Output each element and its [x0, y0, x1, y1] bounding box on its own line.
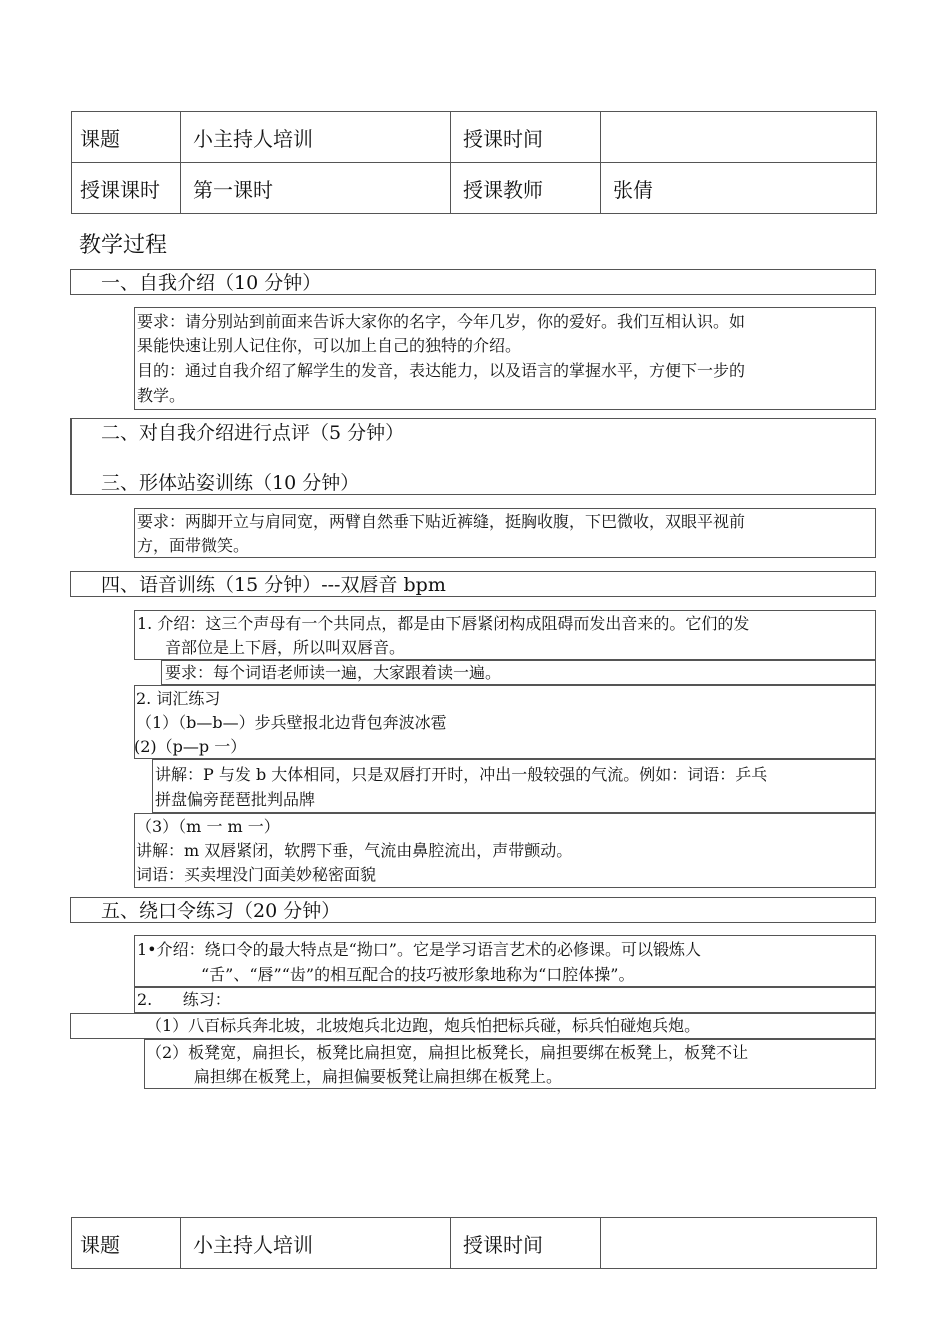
- section-4-m-line: （3）（m 一 m 一）: [136, 817, 280, 836]
- process-title: 教学过程: [79, 233, 168, 258]
- label-teacher: 授课教师: [451, 163, 601, 214]
- section-4-p-explain-line: 拼盘偏旁琵琶批判品牌: [155, 790, 316, 809]
- section-4-p-explain-line: 讲解：P 与发 b 大体相同，只是双唇打开时，冲出一般较强的气流。例如：词语：乒乓: [155, 765, 768, 784]
- section-3-line: 方，面带微笑。: [137, 536, 250, 555]
- section-4-req: 要求：每个词语老师读一遍，大家跟着读一遍。: [165, 663, 502, 682]
- section-4-m-line: 词语：买卖埋没门面美妙秘密面貌: [136, 865, 377, 884]
- section-5-twister-2-line: 扁担绑在板凳上，扁担偏要板凳让扁担绑在板凳上。: [194, 1067, 563, 1086]
- section-1-line: 目的：通过自我介绍了解学生的发音，表达能力，以及语言的掌握水平，方便下一步的: [137, 361, 746, 380]
- time-value: [601, 1218, 877, 1269]
- teacher-value: 张倩: [601, 163, 877, 214]
- lesson-footer-table: [71, 1217, 877, 1269]
- section-5-intro-line: 1•介绍：绕口令的最大特点是“拗口”。它是学习语言艺术的必修课。可以锻炼人: [137, 940, 701, 959]
- section-5-twister-2-line: （2）板凳宽，扁担长，板凳比扁担宽，扁担比板凳长，扁担要绑在板凳上，板凳不让: [146, 1043, 749, 1062]
- section-3-title: 三、形体站姿训练（10 分钟）: [101, 472, 360, 494]
- label-period: 授课课时: [72, 163, 181, 214]
- section-3-line: 要求：两脚开立与肩同宽，两臂自然垂下贴近裤缝，挺胸收腹，下巴微收，双眼平视前: [137, 512, 746, 531]
- topic-value: 小主持人培训: [181, 1218, 451, 1269]
- section-4-intro-line: 音部位是上下唇，所以叫双唇音。: [165, 638, 406, 657]
- topic-value: 小主持人培训: [181, 112, 451, 163]
- section-4-vocab-line: （1）（b—b—）步兵壁报北边背包奔波冰雹: [136, 713, 447, 732]
- section-1-line: 果能快速让别人记住你，可以加上自己的独特的介绍。: [137, 336, 522, 355]
- label-time: 授课时间: [451, 1218, 601, 1269]
- lesson-header-table: [71, 111, 877, 214]
- table-row: [72, 163, 877, 214]
- label-time: 授课时间: [451, 112, 601, 163]
- section-4-title: 四、语音训练（15 分钟）---双唇音 bpm: [101, 574, 446, 596]
- section-1-line: 教学。: [137, 386, 186, 405]
- section-4-vocab-line: (2)（p—p 一）: [134, 737, 247, 756]
- section-1-title: 一、自我介绍（10 分钟）: [101, 272, 322, 294]
- section-5-title: 五、绕口令练习（20 分钟）: [101, 900, 341, 922]
- section-1-line: 要求：请分别站到前面来告诉大家你的名字，今年几岁，你的爱好。我们互相认识。如: [137, 312, 746, 331]
- section-5-twister-1: （1）八百标兵奔北坡，北坡炮兵北边跑，炮兵怕把标兵碰，标兵怕碰炮兵炮。: [146, 1016, 701, 1035]
- section-2-title: 二、对自我介绍进行点评（5 分钟）: [101, 422, 405, 444]
- section-4-m-line: 讲解：m 双唇紧闭，软腭下垂，气流由鼻腔流出，声带颤动。: [136, 841, 573, 860]
- section-4-intro-line: 1. 介绍：这三个声母有一个共同点，都是由下唇紧闭构成阻碍而发出音来的。它们的发: [137, 614, 750, 633]
- section-5-practice-box: [134, 987, 876, 1013]
- table-row: [72, 112, 877, 163]
- label-topic: 课题: [72, 112, 181, 163]
- period-value: 第一课时: [181, 163, 451, 214]
- label-topic: 课题: [72, 1218, 181, 1269]
- section-5-intro-line: “舌”、“唇”“齿”的相互配合的技巧被形象地称为“口腔体操”。: [201, 965, 635, 984]
- table-row: [72, 1218, 877, 1269]
- section-5-practice: 2. 练习：: [137, 990, 231, 1009]
- section-4-vocab-line: 2. 词汇练习: [136, 689, 221, 708]
- time-value: [601, 112, 877, 163]
